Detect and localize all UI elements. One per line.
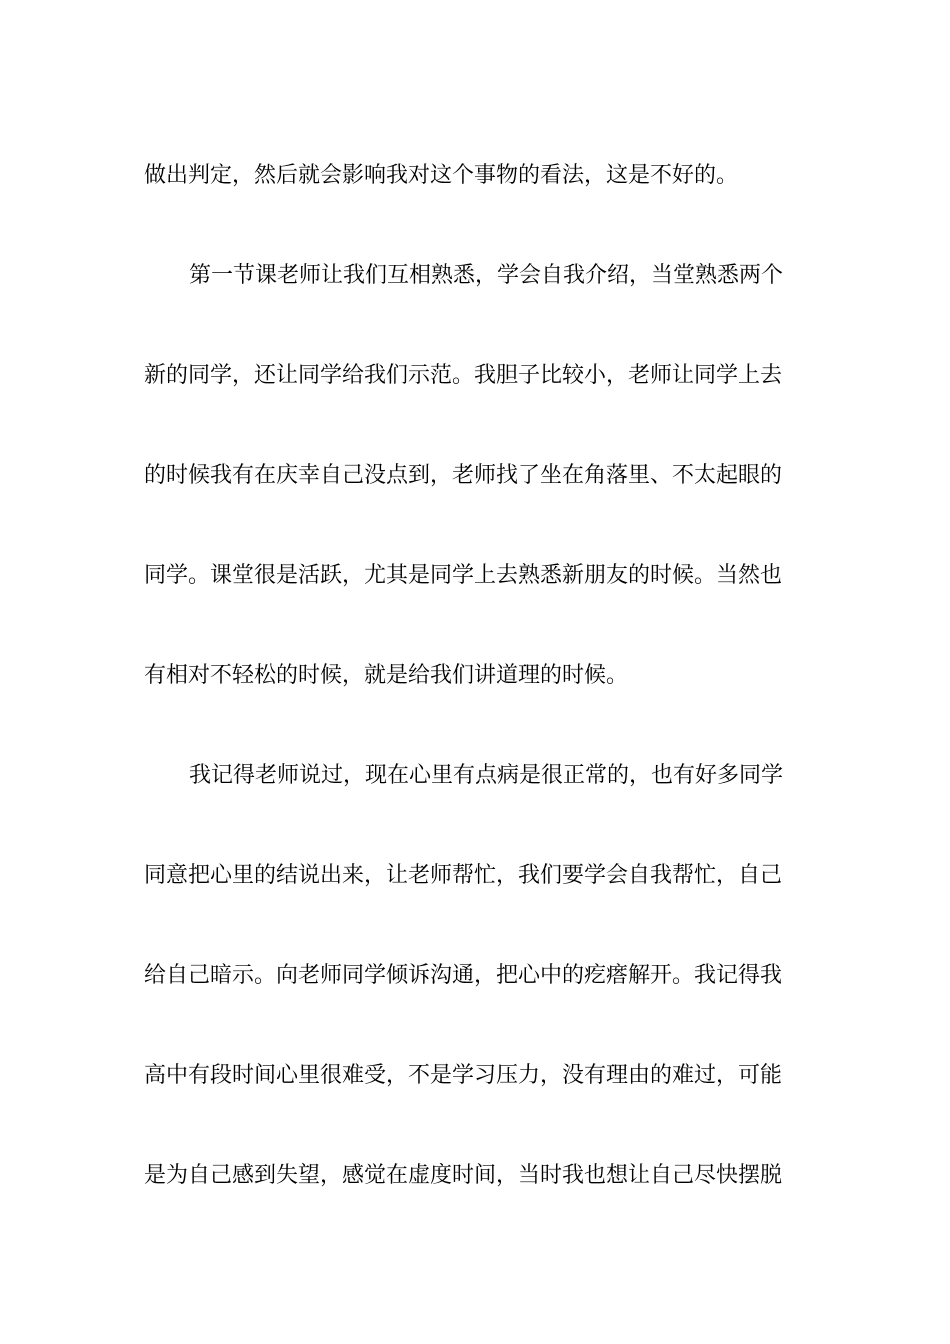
text-line: 我记得老师说过，现在心里有点病是很正常的，也有好多同学 [189,763,784,788]
text-line: 是为自己感到失望，感觉在虚度时间，当时我也想让自己尽快摆脱 [144,1163,783,1188]
text-line: 新的同学，还让同学给我们示范。我胆子比较小，老师让同学上去 [144,363,783,388]
text-line: 给自己暗示。向老师同学倾诉沟通，把心中的疙瘩解开。我记得我 [144,963,783,988]
text-line: 同意把心里的结说出来，让老师帮忙，我们要学会自我帮忙，自己 [144,863,783,888]
text-line: 高中有段时间心里很难受，不是学习压力，没有理由的难过，可能 [144,1063,783,1088]
text-line: 第一节课老师让我们互相熟悉，学会自我介绍，当堂熟悉两个 [189,263,784,288]
text-line: 做出判定，然后就会影响我对这个事物的看法，这是不好的。 [144,163,739,188]
document-body [144,126,808,1226]
text-line: 的时候我有在庆幸自己没点到，老师找了坐在角落里、不太起眼的 [144,463,783,488]
text-line: 同学。课堂很是活跃，尤其是同学上去熟悉新朋友的时候。当然也 [144,563,783,588]
text-line: 有相对不轻松的时候，就是给我们讲道理的时候。 [144,663,629,688]
